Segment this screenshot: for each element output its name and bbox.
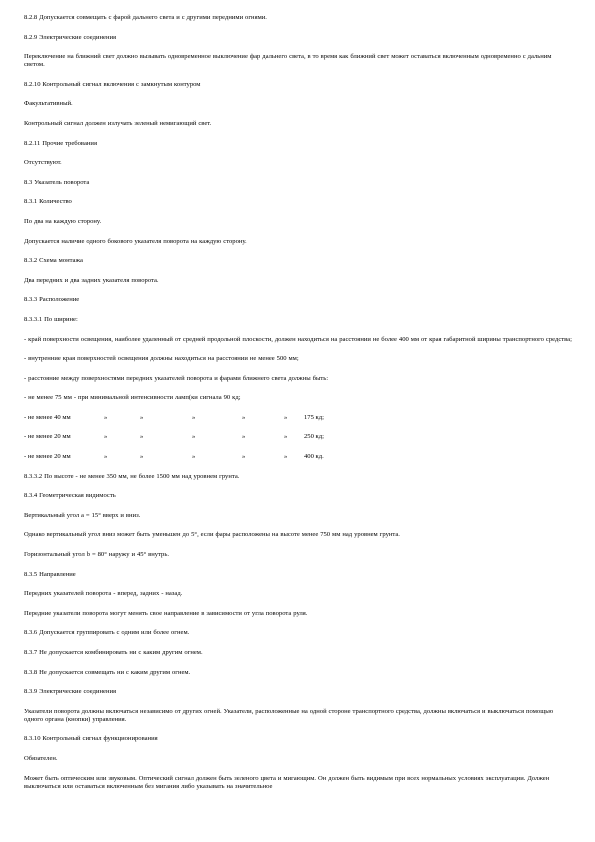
table-cell-ditto: » bbox=[140, 413, 144, 421]
table-cell-ditto: » bbox=[140, 453, 144, 461]
table-cell-ditto: » bbox=[242, 413, 246, 421]
heading-8-3-9: 8.3.9 Электрические соединения bbox=[24, 688, 117, 696]
heading-8-2-9: 8.2.9 Электрические соединения bbox=[24, 33, 117, 41]
table-cell-ditto: » bbox=[104, 413, 108, 421]
heading-8-3-1: 8.3.1 Количество bbox=[24, 198, 72, 206]
heading-8-3-5: 8.3.5 Направление bbox=[24, 570, 76, 578]
text-vertical-angle: Вертикальный угол a = 15° вверх и вниз. bbox=[24, 511, 141, 519]
table-cell-ditto: » bbox=[284, 453, 288, 461]
text-two-front-two-rear: Два передних и два задних указателя поворота. bbox=[24, 276, 159, 284]
text-front-indicators-steer: Передние указатели поворота могут менять свое направление в зависимости от угла поворота руля. bbox=[24, 609, 308, 617]
text-vertical-angle-reduced: Однако вертикальный угол вниз может быть уменьшен до 5°, если фары расположены на высоте менее 750 мм над уровнем грунта. bbox=[24, 531, 400, 539]
heading-8-3-3-1: 8.3.3.1 По ширине: bbox=[24, 315, 78, 323]
heading-8-3-10: 8.3.10 Контрольный сигнал функционирования bbox=[24, 735, 158, 743]
text-two-per-side: По два на каждую сторону. bbox=[24, 217, 102, 225]
heading-8-3: 8.3 Указатель поворота bbox=[24, 178, 90, 186]
text-8-3-8: 8.3.8 Не допускается совмещать ни с каким другим огнем. bbox=[24, 668, 191, 676]
table-cell-intensity: 400 кд. bbox=[304, 453, 324, 461]
text-inner-edges: - внутренние края поверхностей освещения должны находиться на расстоянии не менее 500 мм; bbox=[24, 355, 299, 363]
table-cell-distance: - не менее 20 мм bbox=[24, 433, 71, 441]
text-8-3-6: 8.3.6 Допускается группировать с одним или более огнем. bbox=[24, 629, 190, 637]
table-cell-distance: - не менее 40 мм bbox=[24, 413, 71, 421]
table-row bbox=[24, 453, 572, 461]
table-cell-intensity: 175 кд; bbox=[304, 413, 324, 421]
text-8-2-8: 8.2.8 Допускается совмещать с фарой дальнего света и с другими передними огнями. bbox=[24, 14, 267, 21]
text-control-signal-green: Контрольный сигнал должен излучать зеленый немигающий свет. bbox=[24, 119, 212, 127]
text-low-beam-switching: Переключение на ближний свет должно вызывать одновременное выключение фар дальнего света, в то время как ближний свет может оставаться включенным одновременно с дальним светом. bbox=[24, 53, 552, 69]
heading-8-3-2: 8.3.2 Схема монтажа bbox=[24, 257, 83, 265]
text-indicator-wiring: Указатели поворота должны включаться независимо от других огней. Указатели, расположенные на одной стороне транспортного средства, должны включаться и выключаться помощью одного органа (кнопки) управления. bbox=[24, 707, 554, 723]
table-cell-ditto: » bbox=[192, 453, 196, 461]
text-height: 8.3.3.2 По высоте - не менее 350 мм, не более 1500 мм над уровнем грунта. bbox=[24, 472, 240, 480]
table-cell-ditto: » bbox=[104, 453, 108, 461]
table-cell-ditto: » bbox=[192, 413, 196, 421]
text-direction: Передних указателей поворота - вперед, задних - назад. bbox=[24, 590, 183, 598]
table-cell-intensity: 250 кд; bbox=[304, 433, 324, 441]
text-width-edge: - край поверхности освещения, наиболее удаленный от средней продольной плоскости, должен находиться на расстоянии не более 400 мм от края габаритной ширины транспортного средства; bbox=[24, 335, 572, 343]
text-distance-between: - расстояние между поверхностями передних указателей поворота и фарами ближнего света должны быть: bbox=[24, 374, 329, 382]
heading-8-2-11: 8.2.11 Прочие требования bbox=[24, 139, 97, 147]
text-8-3-7: 8.3.7 Не допускается комбинировать ни с каким другим огнем. bbox=[24, 649, 203, 656]
text-optional: Факультативный. bbox=[24, 100, 73, 108]
text-min-75mm: - не менее 75 мм - при минимальной интенсивности ламп(ки сигнала 90 кд; bbox=[24, 394, 241, 402]
table-cell-ditto: » bbox=[192, 433, 196, 441]
table-cell-ditto: » bbox=[104, 433, 108, 441]
text-side-indicator: Допускается наличие одного бокового указателя поворота на каждую сторону. bbox=[24, 237, 247, 245]
table-cell-ditto: » bbox=[242, 433, 246, 441]
table-cell-ditto: » bbox=[140, 433, 144, 441]
document-page bbox=[24, 14, 572, 802]
table-row bbox=[24, 414, 572, 422]
text-optical-or-sound: Может быть оптическим или звуковым. Оптический сигнал должен быть зеленого цвета и мигающим. Он должен быть видимым при всех нормальных условиях эксплуатации. Должен выключаться или оставаться включенным без мигания либо указывать на значительное bbox=[24, 774, 550, 790]
table-row bbox=[24, 433, 572, 441]
text-absent: Отсутствуют. bbox=[24, 159, 62, 167]
heading-8-3-4: 8.3.4 Геометрическая видимость bbox=[24, 492, 116, 500]
text-mandatory: Обязателен. bbox=[24, 754, 58, 762]
table-cell-ditto: » bbox=[242, 453, 246, 461]
text-horizontal-angle: Горизонтальный угол b = 80° наружу и 45° внутрь. bbox=[24, 551, 169, 559]
table-cell-ditto: » bbox=[284, 413, 288, 421]
table-cell-ditto: » bbox=[284, 433, 288, 441]
heading-8-3-3: 8.3.3 Расположение bbox=[24, 296, 80, 304]
heading-8-2-10: 8.2.10 Контрольный сигнал включения с замкнутым контуром bbox=[24, 80, 201, 88]
table-cell-distance: - не менее 20 мм bbox=[24, 453, 71, 461]
